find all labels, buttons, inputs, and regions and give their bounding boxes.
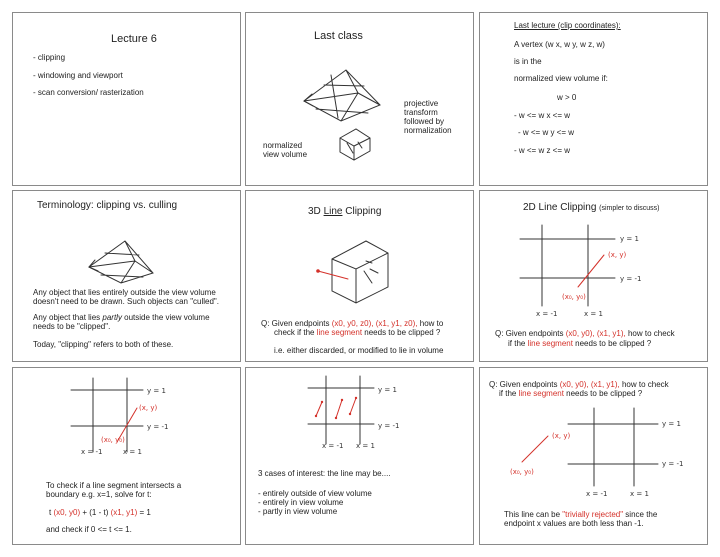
slide-title: Last class xyxy=(314,30,363,42)
question-line: Q: Given endpoints (x0, y0), (x1, y1), how to check xyxy=(489,380,669,389)
clip-window-sketch xyxy=(13,368,241,545)
text-line: - w <= w y <= w xyxy=(518,128,575,137)
svg-text:(x, y): (x, y) xyxy=(552,432,571,440)
slide-title: 3D Line Clipping xyxy=(308,206,382,217)
frustum-sketch xyxy=(246,13,474,186)
svg-text:y = -1: y = -1 xyxy=(662,460,684,468)
text-line: - w <= w z <= w xyxy=(514,146,571,155)
annotation-label: projective xyxy=(404,99,439,108)
label-p0: (x₀, y₀) xyxy=(562,293,586,301)
text-line: and check if 0 <= t <= 1. xyxy=(46,525,132,534)
slide-title: Last lecture (clip coordinates): xyxy=(514,21,621,30)
text-line: normalized view volume if: xyxy=(514,74,608,83)
svg-text:y = -1: y = -1 xyxy=(147,423,169,431)
text-line: To check if a line segment intersects a xyxy=(46,481,182,490)
svg-text:y = -1: y = -1 xyxy=(378,422,400,430)
text-line: 3 cases of interest: the line may be.... xyxy=(258,469,391,478)
label-x1: x = 1 xyxy=(584,310,603,318)
svg-text:(x₀, y₀): (x₀, y₀) xyxy=(510,468,534,476)
answer-line: endpoint x values are both less than -1. xyxy=(504,519,644,528)
text-line: - w <= w x <= w xyxy=(514,111,571,120)
slide-2d-line-clipping xyxy=(479,190,708,362)
question-line: if the line segment needs to be clipped ? xyxy=(499,389,643,398)
question-line: check if the line segment needs to be clipped ? xyxy=(274,328,441,337)
svg-text:(x₀, y₀): (x₀, y₀) xyxy=(101,436,125,444)
paragraph-line: Any object that lies partly outside the view volume xyxy=(33,313,210,322)
list-item: - partly in view volume xyxy=(258,507,338,516)
list-item: - windowing and viewport xyxy=(33,71,123,80)
svg-text:x = 1: x = 1 xyxy=(356,442,375,450)
paragraph-line: Today, "clipping" refers to both of these. xyxy=(33,340,174,349)
svg-text:x = -1: x = -1 xyxy=(322,442,344,450)
annotation-label: view volume xyxy=(263,150,308,159)
svg-text:x = -1: x = -1 xyxy=(586,490,608,498)
annotation-label: normalized xyxy=(263,141,303,150)
paragraph-line: Any object that lies entirely outside the view volume xyxy=(33,288,216,297)
answer-line: This line can be "trivially rejected" since the xyxy=(504,510,658,519)
svg-text:(x, y): (x, y) xyxy=(139,404,158,412)
slide-title: 2D Line Clipping (simpler to discuss) xyxy=(523,202,660,213)
list-item: - entirely outside of view volume xyxy=(258,489,372,498)
list-item: - clipping xyxy=(33,53,66,62)
label-y1: y = 1 xyxy=(620,235,639,243)
svg-text:y = 1: y = 1 xyxy=(662,420,681,428)
slide-last-class xyxy=(245,12,474,186)
slide-3d-line-clipping xyxy=(245,190,474,362)
slide-lecture-6 xyxy=(12,12,241,186)
annotation-label: normalization xyxy=(404,126,452,135)
annotation-label: followed by xyxy=(404,117,445,126)
question-line: Q: Given endpoints (x0, y0), (x1, y1), how to check xyxy=(495,329,675,338)
text-line: is in the xyxy=(514,57,542,66)
slide-intersection xyxy=(12,367,241,545)
slide-last-lecture xyxy=(479,12,708,186)
text-line: w > 0 xyxy=(557,93,577,102)
svg-text:x = 1: x = 1 xyxy=(630,490,649,498)
list-item: - scan conversion/ rasterization xyxy=(33,88,144,97)
svg-text:y = 1: y = 1 xyxy=(147,387,166,395)
paragraph-line: needs to be "clipped". xyxy=(33,322,111,331)
slide-title: Terminology: clipping vs. culling xyxy=(37,200,178,211)
text-line: boundary e.g. x=1, solve for t: xyxy=(46,490,152,499)
svg-text:y = 1: y = 1 xyxy=(378,386,397,394)
question-line: Q: Given endpoints (x0, y0, z0), (x1, y1, z0), how to xyxy=(261,319,444,328)
annotation-label: transform xyxy=(404,108,438,117)
equation: t (x0, y0) + (1 - t) (x1, y1) = 1 xyxy=(49,508,151,517)
question-line: i.e. either discarded, or modified to lie in volume xyxy=(274,346,444,355)
label-p1: (x, y) xyxy=(608,251,627,259)
clip-window-sketch xyxy=(246,368,474,545)
slide-terminology xyxy=(12,190,241,362)
text-line: A vertex (w x, w y, w z, w) xyxy=(514,40,605,49)
slide-trivial-reject xyxy=(479,367,708,545)
svg-text:x = 1: x = 1 xyxy=(123,448,142,456)
slide-cases xyxy=(245,367,474,545)
frustum-sketch xyxy=(13,191,241,362)
paragraph-line: doesn't need to be drawn. Such objects can "culled". xyxy=(33,297,219,306)
label-ym1: y = -1 xyxy=(620,275,642,283)
svg-text:x = -1: x = -1 xyxy=(81,448,103,456)
label-xm1: x = -1 xyxy=(536,310,558,318)
slide-title: Lecture 6 xyxy=(111,33,157,45)
question-line: if the line segment needs to be clipped ? xyxy=(508,339,652,348)
list-item: - entirely in view volume xyxy=(258,498,344,507)
